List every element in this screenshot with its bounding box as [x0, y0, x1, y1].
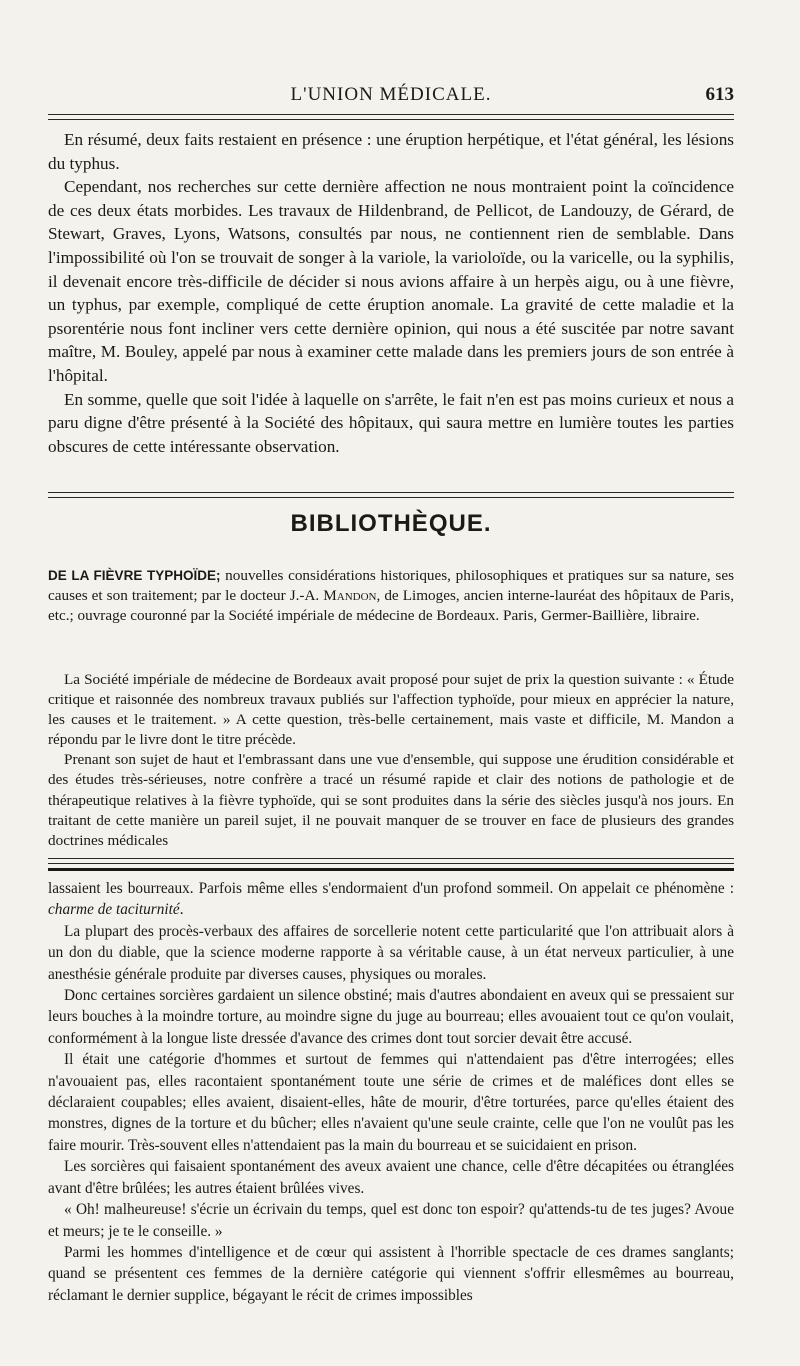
- page-header: [48, 78, 734, 114]
- book-author: J.-A. Mandon: [289, 587, 377, 605]
- paragraph: Prenant son sujet de haut et l'embrassant dans une vue d'ensemble, qui suppose une érudition considérable et des études très-sérieuses, notre confrère a tracé un résumé rapide et clair des notions de pathologie et de thérapeutique relatives à la fièvre typhoïde, qui se sont produites dans la série des siècles jusqu'à nos jours. En traitant de cette manière un pareil sujet, il ne pouvait manquer de se trouver en face de plusieurs des grandes doctrines médicales: [48, 751, 734, 849]
- running-title: L'UNION MÉDICALE.: [290, 84, 492, 105]
- book-title: DE LA FIÈVRE TYPHOÏDE;: [48, 568, 221, 583]
- page-number: 613: [705, 84, 734, 105]
- feuilleton-rule: [48, 858, 734, 864]
- header-rule: [48, 114, 734, 120]
- book-entry: [48, 566, 734, 627]
- feuilleton-text-end: .: [179, 901, 184, 919]
- feuilleton: [48, 878, 734, 1306]
- section-title: BIBLIOTHÈQUE.: [290, 510, 492, 537]
- book-review: [48, 670, 734, 851]
- section-rule: [48, 492, 734, 498]
- feuilleton-italic: charme de taciturnité: [48, 901, 180, 919]
- paragraph: « Oh! malheureuse! s'écrie un écrivain du temps, quel est donc ton espoir? qu'attends-tu de tes juges? Avoue et meurs; je te le conseille. »: [48, 1201, 734, 1240]
- paragraph: Il était une catégorie d'hommes et surtout de femmes qui n'attendaient pas d'être interrogées; elles n'avouaient pas, elles racontaient spontanément toute une série de crimes et de maléfices dont elles se déclaraient coupables; elles avaient, disaient-elles, hâte de mourir, d'être torturées, parce qu'elles étaient des monstres, dignes de la torture et du bûcher; elles n'avaient qu'une seule crainte, celle que l'on ne voulût pas les faire mourir. Très-souvent elles n'attendaient pas la main du bourreau et se suicidaient en prison.: [48, 1051, 734, 1154]
- paragraph: Cependant, nos recherches sur cette dernière affection ne nous montraient point la coïncidence de ces deux états morbides. Les travaux de Hildenbrand, de Pellicot, de Landouzy, de Gérard, de Stewart, Graves, Lyons, Watsons, consultés par nous, ne contiennent rien de semblable. Dans l'impossibilité où l'on se trouvait de songer à la variole, la varioloïde, ou la varicelle, ou la syphilis, il devenait encore très-difficile de décider si nous avions affaire à un herpès aigu, ou à une fièvre, un typhus, par exemple, compliqué de cette éruption anomale. La gravité de cette maladie et la psorentérie nous font incliner vers cette dernière opinion, qui nous a été suscitée par notre savant maître, M. Bouley, appelé par nous à examiner cette malade dans les premiers jours de son entrée à l'hôpital.: [48, 177, 734, 385]
- feuilleton-rule-thick: [48, 868, 734, 871]
- paragraph: Parmi les hommes d'intelligence et de cœur qui assistent à l'horrible spectacle de ces drames sanglants; quand se présentent ces femmes de la dernière catégorie qui viennent s'offrir ellesmêmes au bourreau, réclamant le dernier supplice, bégayant le récit de crimes impossibles: [48, 1243, 734, 1304]
- paragraph: [48, 878, 734, 921]
- paragraph: Les sorcières qui faisaient spontanément des aveux avaient une chance, celle d'être décapitées ou étranglées avant d'être brûlées; les autres étaient brûlées vives.: [48, 1158, 734, 1197]
- book-citation: [48, 566, 734, 627]
- feuilleton-text: lassaient les bourreaux. Parfois même elles s'endormaient d'un profond sommeil. On appelait ce phénomène :: [48, 880, 734, 897]
- case-conclusion: [48, 128, 734, 458]
- book-publisher: , de Limoges, ancien interne-lauréat des hôpitaux de Paris, etc.; ouvrage couronné par la Société impériale de médecine de Bordeaux. Paris, Germer-Baillière, libraire.: [48, 587, 734, 625]
- paragraph: La plupart des procès-verbaux des affaires de sorcellerie notent cette particularité que l'on attribuait alors à un don du diable, que la science moderne rapporte à sa véritable cause, à un état nerveux particulier, à une anesthésie générale produite par diverses causes, physiques ou morales.: [48, 922, 734, 983]
- paragraph: Donc certaines sorcières gardaient un silence obstiné; mais d'autres abondaient en aveux qui se pressaient sur leurs bouches à la moindre torture, au moindre signe du juge au bourreau; elles avouaient tout ce qu'on voulait, conformément à la longue liste dressée d'avance des crimes dont tout sorcier devait être accusé.: [48, 987, 734, 1047]
- paragraph: La Société impériale de médecine de Bordeaux avait proposé pour sujet de prix la question suivante : « Étude critique et raisonnée des nombreux travaux publiés sur l'affection typhoïde, pour mieux en apprécier la nature, les causes et le traitement. » A cette question, très-belle certainement, mais vaste et difficile, M. Mandon a répondu par le livre dont le titre précède.: [48, 671, 734, 749]
- paragraph: En résumé, deux faits restaient en présence : une éruption herpétique, et l'état général, les lésions du typhus.: [48, 130, 734, 173]
- book-subtitle: nouvelles considérations historiques, philosophiques et pratiques sur sa nature, ses causes et son traitement; par le docteur: [48, 567, 734, 605]
- paragraph: En somme, quelle que soit l'idée à laquelle on s'arrête, le fait n'en est pas moins curieux et nous a paru digne d'être présenté à la Société des hôpitaux, qui saura mettre en lumière toutes les parties obscures de cette intéressante observation.: [48, 389, 734, 456]
